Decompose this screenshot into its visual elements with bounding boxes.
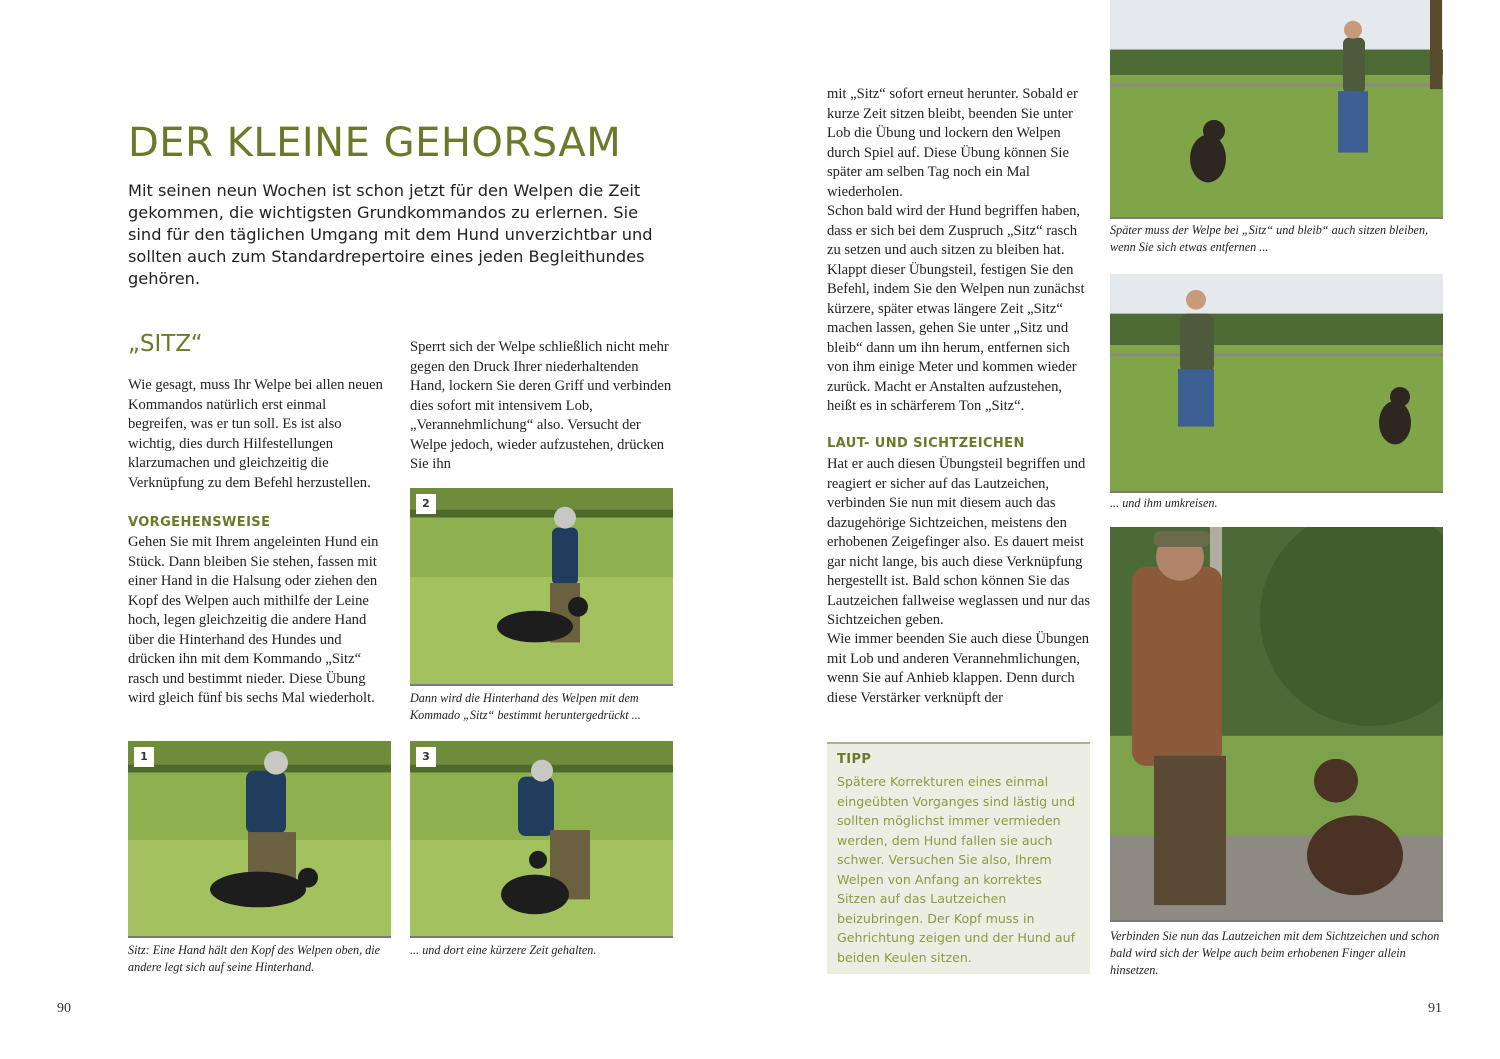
photo-circling-image [1110, 274, 1443, 491]
photo-step-1-number: 1 [134, 747, 154, 767]
page-number-left: 90 [57, 1001, 71, 1016]
photo-hand-signal-image [1110, 527, 1443, 920]
right-column-paragraph-1: mit „Sitz“ sofort erneut herunter. Sobald er kurze Zeit sitzen bleibt, beenden Sie unter Lob die Übung und lockern den Welpen durch Spiel auf. Diese Übung können Sie später am selben Tag noch ein Mal wiederholen. [827, 86, 1078, 200]
photo-step-3-caption: ... und dort eine kürzere Zeit gehalten. [410, 943, 597, 957]
section-heading-sitz: „SITZ“ [128, 331, 203, 357]
photo-step-2-number: 2 [416, 494, 436, 514]
tip-box [827, 742, 1090, 974]
column1-paragraph-2: Gehen Sie mit Ihrem angeleinten Hund ein Stück. Dann bleiben Sie stehen, fassen mit einer Hand in die Halsung oder ziehen den Kopf des Welpen auch mithilfe der Leine hoch, legen gleichzeitig die andere Hand über die Hinterhand des Hundes und drücken ihn mit dem Kommando „Sitz“ rasch und bestimmt nieder. Diese Übung wird gleich fünf bis sechs Mal wiederholt. [128, 534, 379, 706]
photo-walking-away-caption: Später muss der Welpe bei „Sitz“ und bleib“ auch sitzen bleiben, wenn Sie sich etwas entfernen ... [1110, 223, 1429, 254]
column2-paragraph: Sperrt sich der Welpe schließlich nicht mehr gegen den Druck Ihrer niederhaltenden Hand, lockern Sie deren Griff und verbinden dies sofort mit intensivem Lob, „Verannehmlichung“ also. Versucht der Welpe jedoch, wieder aufzustehen, drücken Sie ihn [410, 339, 672, 472]
page-number-right: 91 [1428, 1001, 1442, 1016]
photo-step-1-image [128, 741, 391, 936]
photo-circling-caption: ... und ihm umkreisen. [1110, 496, 1218, 510]
photo-step-2 [410, 488, 673, 686]
right-column-paragraph-4: Wie immer beenden Sie auch diese Übungen mit Lob und anderen Verannehmlichungen, wenn Sie auf Anhieb klappen. Denn durch diese Verstärker verknüpft der [827, 631, 1090, 706]
photo-step-3 [410, 741, 673, 938]
tip-text: Spätere Korrekturen eines einmal eingeübten Vorganges sind lästig und sollten möglichst immer vermieden werden, dem Hund fallen sie auch schwer. Versuchen Sie also, Ihrem Welpen von Anfang an korrektes Sitzen auf das Lautzeichen beizubringen. Der Kopf muss in Gehrichtung zeigen und der Hund auf beiden Keulen sitzen. [837, 774, 1076, 965]
photo-walking-away [1110, 0, 1443, 219]
photo-step-3-number: 3 [416, 747, 436, 767]
tip-title: TIPP [837, 752, 872, 767]
subheading-laut-sichtzeichen: LAUT- UND SICHTZEICHEN [827, 436, 1025, 451]
photo-step-2-image [410, 488, 673, 684]
right-column-paragraph-2: Schon bald wird der Hund begriffen haben, dass er sich bei dem Zuspruch „Sitz“ rasch zu setzen und auch sitzen zu bleiben hat. Klappt dieser Übungsteil, festigen Sie den Befehl, indem Sie den Welpen nun zunächst kürzere, später etwas längere Zeit „Sitz“ machen lassen, gehen Sie unter „Sitz und bleib“ dann um ihn herum, entfernen sich von ihm einige Meter und kommen wieder zurück. Macht er Anstalten aufzustehen, heißt es in schärferem Ton „Sitz“. [827, 203, 1085, 414]
photo-circling [1110, 274, 1443, 493]
right-column-paragraph-3: Hat er auch diesen Übungsteil begriffen und reagiert er sicher auf das Lautzeichen, verbinden Sie nun mit diesem auch das dazugehörige Sichtzeichen, meistens den erhobenen Zeigefinger also. Es dauert meist gar nicht lange, bis auch diese Verknüpfung hergestellt ist. Bald schon können Sie das Lautzeichen fallweise weglassen und nur das Sichtzeichen geben. [827, 456, 1090, 628]
intro-paragraph: Mit seinen neun Wochen ist schon jetzt für den Welpen die Zeit gekommen, die wichtigsten Grundkommandos zu erlernen. Sie sind für den täglichen Umgang mit dem Hund unverzichtbar und sollten auch zum Standardrepertoire eines jeden Begleithundes gehören. [128, 181, 653, 288]
subheading-vorgehensweise: VORGEHENSWEISE [128, 515, 271, 530]
column1-paragraph: Wie gesagt, muss Ihr Welpe bei allen neuen Kommandos natürlich erst einmal begreifen, was er tun soll. Es ist also wichtig, dies durch Hilfestellungen klarzumachen und gleichzeitig die Verknüpfung zu dem Befehl herzustellen. [128, 377, 383, 491]
photo-step-2-caption: Dann wird die Hinterhand des Welpen mit dem Kommado „Sitz“ bestimmt heruntergedrückt ... [410, 691, 641, 722]
photo-step-1 [128, 741, 391, 938]
photo-walking-away-image [1110, 0, 1443, 217]
photo-hand-signal-caption: Verbinden Sie nun das Lautzeichen mit dem Sichtzeichen und schon bald wird sich der Welpe auch beim erhobenen Finger allein hinsetzen. [1110, 929, 1440, 977]
page-title: DER KLEINE GEHORSAM [128, 120, 622, 166]
photo-step-3-image [410, 741, 673, 936]
photo-hand-signal [1110, 527, 1443, 922]
photo-step-1-caption: Sitz: Eine Hand hält den Kopf des Welpen oben, die andere legt sich auf seine Hinterhand. [128, 943, 381, 974]
